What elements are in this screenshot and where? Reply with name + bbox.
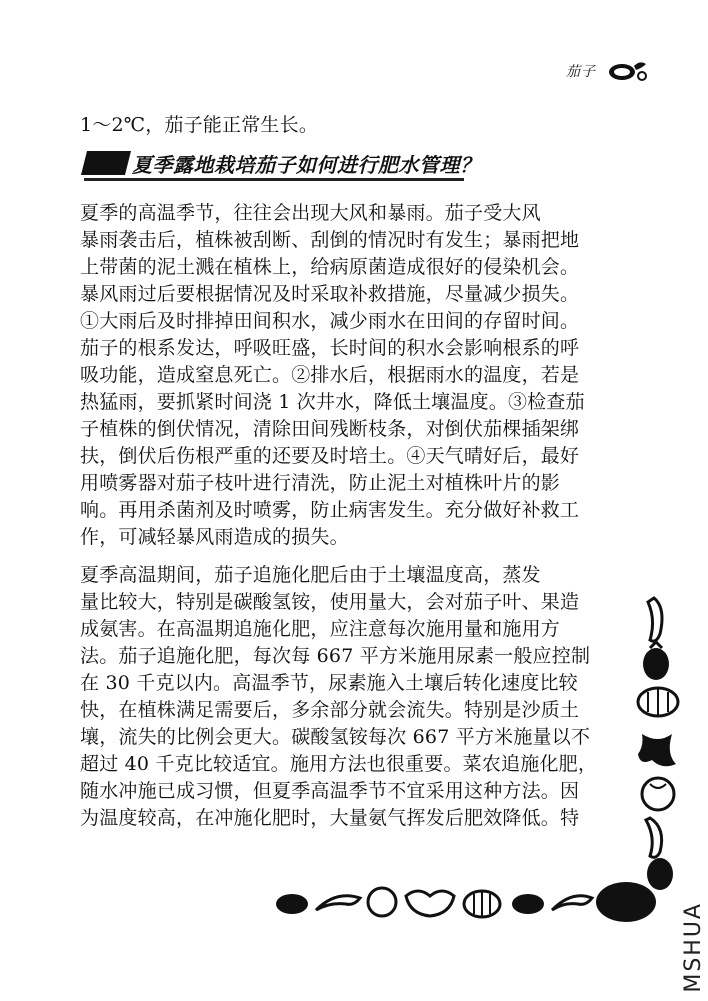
eggplant-icon: [512, 894, 544, 914]
page-header: [566, 58, 648, 84]
cucumber-icon: [646, 818, 662, 857]
section-heading-text: 夏季露地栽培茄子如何进行肥水管理？: [132, 152, 481, 177]
paragraph1-line: 子植株的倒伏情况，清除田间残断枝条，对倒伏茄棵插架绑: [80, 418, 580, 440]
leafy-vegetable-icon: [406, 891, 454, 916]
paragraph2-line: 壤，流失的比例会更大。碳酸氢铵每次 667 平方米施量以不: [80, 726, 591, 748]
paragraph1-line: 用喷雾器对茄子枝叶进行清洗，防止泥土对植株叶片的影: [80, 472, 561, 494]
watermark-text: MSHUA: [681, 902, 706, 993]
paragraph1-line: 暴风雨过后要根据情况及时采取补救措施，尽量减少损失。: [80, 283, 580, 305]
vegetable-border-right: [630, 594, 690, 894]
paragraph1-line: 吸功能，造成窒息死亡。②排水后，根据雨水的温度，若是: [80, 364, 580, 386]
pumpkin-icon: [638, 688, 678, 716]
paragraph2-line: 为温度较高，在冲施化肥时，大量氨气挥发后肥效降低。特: [80, 807, 580, 829]
paragraph2-line: 法。茄子追施化肥，每次每 667 平方米施用尿素一般应控制: [80, 645, 591, 667]
cucumber-icon: [316, 896, 360, 910]
tomato-icon: [642, 778, 674, 810]
tomato-icon: [368, 888, 396, 916]
intro-line: 1～2℃，茄子能正常生长。: [80, 114, 319, 136]
paragraph2-line: 成氨害。在高温期追施化肥，应注意每次施用量和施用方: [80, 618, 561, 640]
eggplant-icon: [596, 882, 656, 922]
paragraph1-line: 夏季的高温季节，往往会出现大风和暴雨。茄子受大风: [80, 202, 541, 224]
eggplant-logo-icon: [606, 58, 648, 84]
pumpkin-icon: [464, 891, 500, 917]
cucumber-icon: [552, 896, 592, 910]
paragraph1-line: 暴雨袭击后，植株被刮断、刮倒的情况时有发生；暴雨把地: [80, 229, 580, 251]
paragraph1-line: 扶，倒伏后伤根严重的还要及时培土。④天气晴好后，最好: [80, 445, 580, 467]
eggplant-icon: [643, 642, 669, 680]
running-header-title: 茄子: [566, 64, 596, 80]
heading-marker-icon: [81, 151, 131, 175]
heading-underline: [84, 178, 464, 181]
paragraph1-line: 热猛雨，要抓紧时间浇 1 次井水，降低土壤温度。③检查茄: [80, 391, 585, 413]
eggplant-icon: [276, 894, 308, 914]
paragraph2-line: 随水冲施已成习惯，但夏季高温季节不宜采用这种方法。因: [80, 780, 580, 802]
paragraph1-line: 响。再用杀菌剂及时喷雾，防止病害发生。充分做好补救工: [80, 499, 580, 521]
paragraph1-line: 茄子的根系发达，呼吸旺盛，长时间的积水会影响根系的呼: [80, 337, 580, 359]
leafy-vegetable-icon: [638, 734, 676, 766]
paragraph2-line: 量比较大，特别是碳酸氢铵，使用量大，会对茄子叶、果造: [80, 591, 580, 613]
section-heading: [84, 148, 481, 178]
vegetable-border-bottom: [270, 874, 660, 934]
paragraph2-line: 超过 40 千克比较适宜。施用方法也很重要。菜农追施化肥，: [80, 753, 598, 775]
cucumber-icon: [648, 598, 662, 641]
paragraph2-line: 在 30 千克以内。高温季节，尿素施入土壤后转化速度比较: [80, 672, 578, 694]
paragraph2-line: 夏季高温期间，茄子追施化肥后由于土壤温度高，蒸发: [80, 564, 541, 586]
paragraph1-line: 作，可减轻暴风雨造成的损失。: [80, 526, 349, 548]
paragraph2-line: 快，在植株满足需要后，多余部分就会流失。特别是沙质土: [80, 699, 580, 721]
paragraph1-line: 上带菌的泥土溅在植株上，给病原菌造成很好的侵染机会。: [80, 256, 580, 278]
paragraph1-line: ①大雨后及时排掉田间积水，减少雨水在田间的存留时间。: [80, 310, 580, 332]
